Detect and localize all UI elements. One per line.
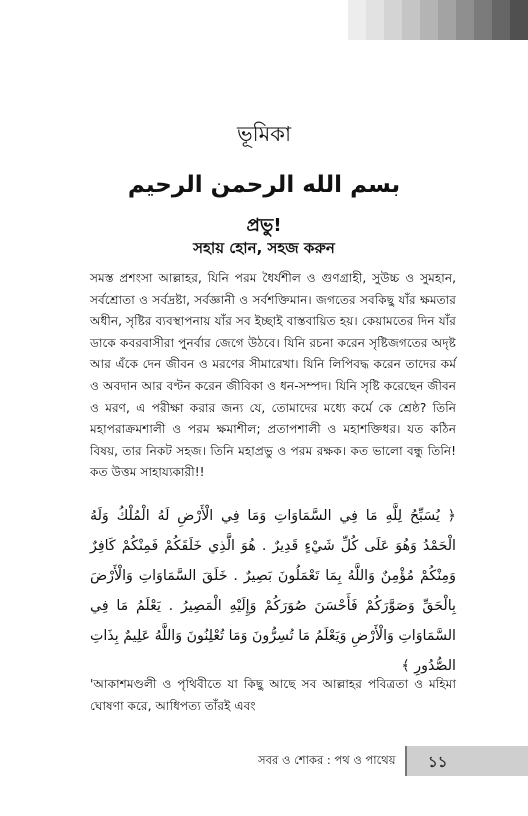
page-title: ভূমিকা (236, 122, 292, 146)
gradient-stripe (402, 0, 420, 40)
footer-book-title: সবর ও শোকর : পথ ও পাথেয় (258, 753, 396, 767)
gradient-stripe (348, 0, 366, 40)
bismillah-calligraphy: بسم الله الرحمن الرحيم (127, 172, 401, 198)
subtitle-main: প্রভু! (246, 215, 282, 236)
footer-page-box (405, 746, 528, 776)
gradient-stripe (474, 0, 492, 40)
page-number: ১১ (428, 753, 448, 771)
gradient-stripe (510, 0, 528, 40)
gradient-stripe (420, 0, 438, 40)
translation-paragraph: 'আকাশমণ্ডলী ও পৃথিবীতে যা কিছু আছে সব আল্লাহর পবিত্রতা ও মহিমা ঘোষণা করে, আধিপত্য তাঁরই এবং (90, 677, 456, 713)
footer-separator (405, 746, 407, 776)
gradient-stripe (456, 0, 474, 40)
gradient-stripe (384, 0, 402, 40)
header-gradient-bar (348, 0, 528, 40)
gradient-stripe (366, 0, 384, 40)
gradient-stripe (492, 0, 510, 40)
body-paragraph: সমস্ত প্রশংসা আল্লাহর, যিনি পরম ধৈর্যশীল ও গুণগ্রাহী, সুউচ্চ ও সুমহান, সর্বশ্রোতা ও সর্বদ্রষ্টা, সর্বজ্ঞানী ও সর্বশক্তিমান। জগতের সবকিছু যাঁর ক্ষমতার অধীন, সৃষ্টির ব্যবস্থাপনায় যাঁর সব ইচ্ছাই বাস্তবায়িত হয়। কেয়ামতের দিন যাঁর ডাকে কবরবাসীরা পুনর্বার জেগে উঠবে। যিনি রচনা করেন সৃষ্টিজগতের অদৃষ্ট আর এঁকে দেন জীবন ও মরণের সীমারেখা। যিনি লিপিবদ্ধ করেন তাদের কর্ম ও অবদান আর বণ্টন করেন জীবিকা ও ধন-সম্পদ। যিনি সৃষ্টি করেছেন জীবন ও মরণ, এ পরীক্ষা করার জন্য যে, তোমাদের মধ্যে কর্মে কে শ্রেষ্ঠ? তিনি মহাপরাক্রমশালী ও পরম ক্ষমাশীল; প্রতাপশালী ও মহাশক্তিধর। যত কঠিন বিষয়, তার নিকট সহজ। তিনি মহাপ্রভু ও পরম রক্ষক। কত ভালো বন্ধু তিনি! কত উত্তম সাহায্যকারী!! (90, 271, 456, 480)
quran-verse: ﴿ يُسَبِّحُ لِلَّهِ مَا فِي السَّمَاوَاتِ وَمَا فِي الْأَرْضِ لَهُ الْمُلْكُ وَلَهُ الْحَمْدُ وَهُوَ عَلَى كُلِّ شَيْءٍ قَدِيرٌ . هُوَ الَّذِي خَلَقَكُمْ فَمِنْكُمْ كَافِرٌ وَمِنْكُمْ مُؤْمِنٌ وَاللَّهُ بِمَا تَعْمَلُونَ بَصِيرٌ . خَلَقَ السَّمَاوَاتِ وَالْأَرْضَ بِالْحَقِّ وَصَوَّرَكُمْ فَأَحْسَنَ صُوَرَكُمْ وَإِلَيْهِ الْمَصِيرُ . يَعْلَمُ مَا فِي السَّمَاوَاتِ وَالْأَرْضِ وَيَعْلَمُ مَا تُسِرُّونَ وَمَا تُعْلِنُونَ وَاللَّهُ عَلِيمٌ بِذَاتِ الصُّدُورِ ﴾ (90, 508, 456, 674)
gradient-stripe (438, 0, 456, 40)
subtitle-sub: সহায় হোন, সহজ করুন (193, 239, 335, 257)
